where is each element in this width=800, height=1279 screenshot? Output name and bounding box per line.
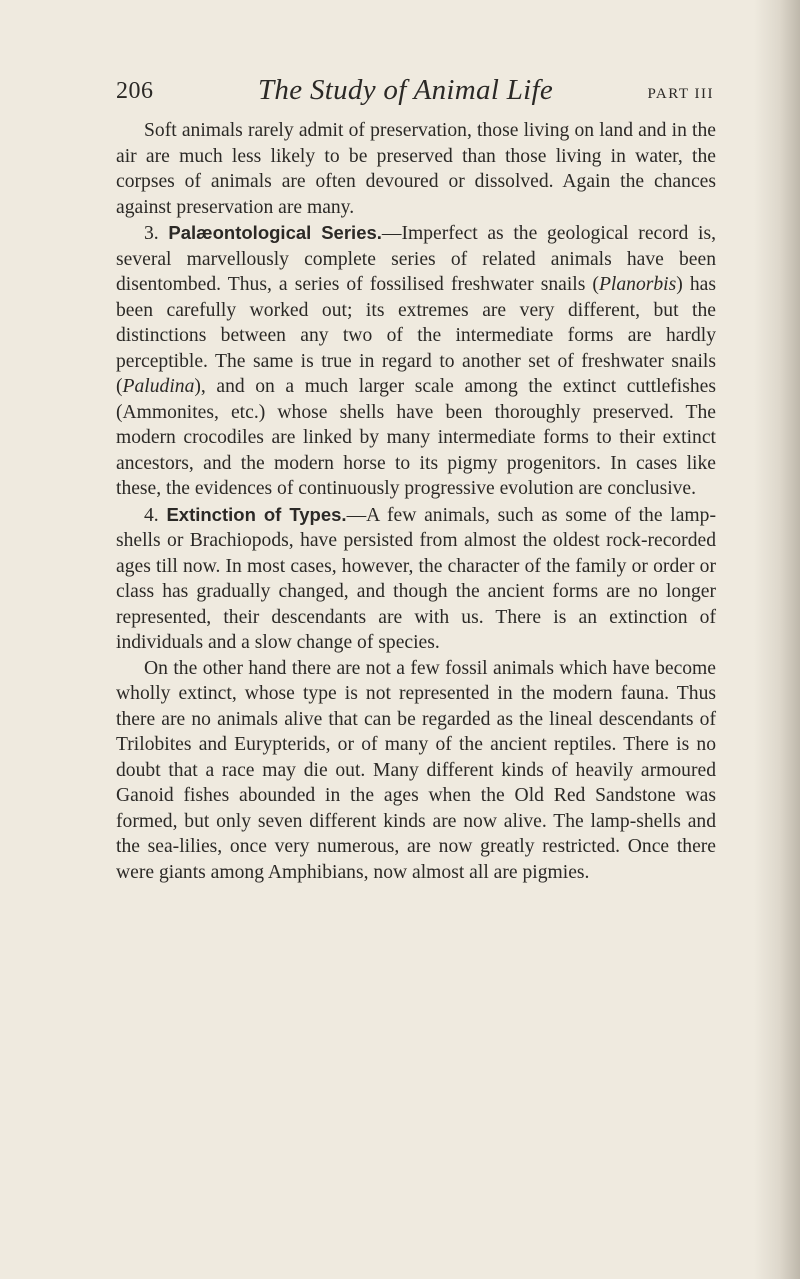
section-heading: Palæontological Series. xyxy=(168,222,382,243)
genus-name: Planorbis xyxy=(598,274,677,295)
paragraph-text: ), and on a much larger scale among the extinct cuttlefishes (Ammonites, etc.) whose shells have been thoroughly preserved. The modern crocodiles are linked by many intermediate forms to their extinct ancestors, and the modern horse to its pigmy progenitors. In cases like these, the evidences of continuously progressive evolution are conclusive. xyxy=(116,376,716,499)
paragraph-text: —A few animals, such as some of the lamp-shells or Brachiopods, have persisted from almost the oldest rock-recorded ages till now. In most cases, however, the character of the family or order or class has gradually changed, and though the ancient forms are no longer represented, their descendants are with us. There is an extinction of individuals and a slow change of species. xyxy=(116,504,716,653)
paragraph-extinction-of-types xyxy=(116,502,716,656)
page-number: 206 xyxy=(116,78,154,104)
paragraph-text: —Imperfect as the geological record is, several marvellously complete series of related animals have been disentombed. Thus, a series of fossilised freshwater snails ( xyxy=(116,223,716,295)
section-heading: Extinction of Types. xyxy=(166,503,347,525)
paragraph-palaeontological-series xyxy=(116,220,716,502)
section-number: 3. xyxy=(144,223,159,244)
page-edge-shadow xyxy=(754,0,800,1279)
page-header xyxy=(116,74,714,114)
paragraph-text: Soft animals rarely admit of preservation, those living on land and in the air are much less likely to be preserved than those living in water, the corpses of animals are often devoured or dissolved. Again the chances against preservation are many. xyxy=(116,120,716,218)
running-title: The Study of Animal Life xyxy=(258,74,554,106)
paragraph-text: On the other hand there are not a few fossil animals which have become wholly extinct, whose type is not represented in the modern fauna. Thus there are no animals alive that can be regarded as the lineal descendants of Trilobites and Eurypterids, or of many of the ancient reptiles. There is no doubt that a race may die out. Many different kinds of heavily armoured Ganoid fishes abounded in the ages when the Old Red Sandstone was formed, but only seven different kinds are now alive. The lamp-shells and the sea-lilies, once very numerous, are now greatly restricted. Once there were giants among Amphibians, now almost all are pigmies. xyxy=(116,657,716,883)
part-label: PART III xyxy=(647,86,714,102)
paragraph-preservation xyxy=(116,118,716,220)
paragraph-text: ) has been carefully worked out; its extremes are very different, but the distinctions between any two of the intermediate forms are hardly perceptible. The same is true in regard to another set of freshwater snails ( xyxy=(116,274,716,397)
paragraph-wholly-extinct xyxy=(116,656,716,886)
genus-name: Paludina xyxy=(122,376,195,397)
section-number: 4. xyxy=(144,504,159,526)
body-text xyxy=(116,118,716,885)
